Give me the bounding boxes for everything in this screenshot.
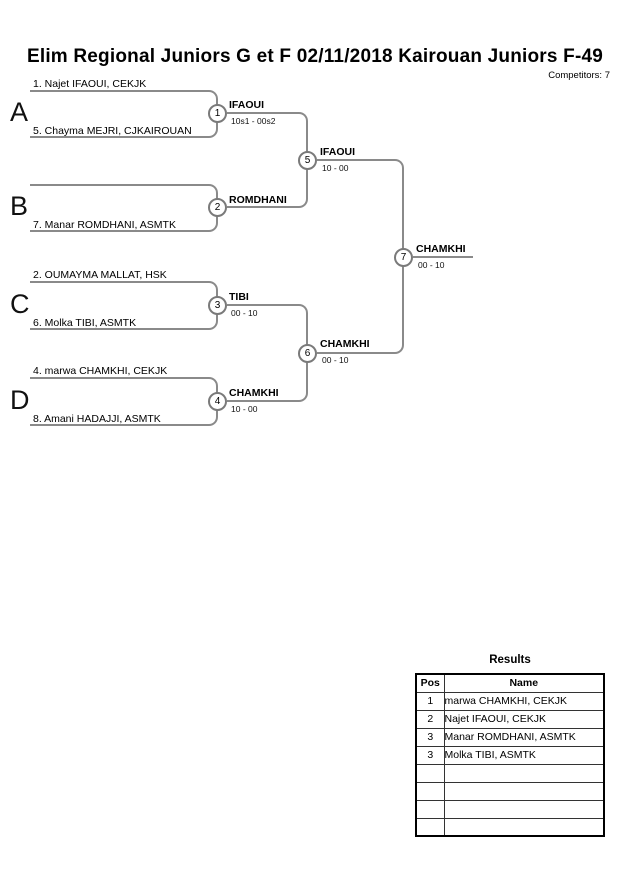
match-node-2: 2 <box>208 198 227 217</box>
bracket-pair-c <box>30 281 218 330</box>
result-pos: 2 <box>416 710 444 728</box>
match-node-1: 1 <box>208 104 227 123</box>
score-label-m1: 10s1 - 00s2 <box>231 116 276 126</box>
seed-name-1: 1. Najet IFAOUI, CEKJK <box>33 78 147 90</box>
result-name: Najet IFAOUI, CEKJK <box>444 710 604 728</box>
results-header-row <box>416 674 604 692</box>
table-row <box>416 782 604 800</box>
winner-label-m4: CHAMKHI <box>229 387 279 399</box>
score-label-m5: 10 - 00 <box>322 163 349 173</box>
group-letter-b: B <box>10 191 29 221</box>
match-node-3: 3 <box>208 296 227 315</box>
winner-label-m2: ROMDHANI <box>229 194 287 206</box>
match-node-4: 4 <box>208 392 227 411</box>
result-pos: 3 <box>416 746 444 764</box>
score-label-m3: 00 - 10 <box>231 308 258 318</box>
table-row <box>416 800 604 818</box>
table-row <box>416 764 604 782</box>
result-name: Manar ROMDHANI, ASMTK <box>444 728 604 746</box>
connector-m5-m7 <box>317 159 404 257</box>
winner-label-m6: CHAMKHI <box>320 338 370 350</box>
match-node-7: 7 <box>394 248 413 267</box>
seed-name-4: 4. marwa CHAMKHI, CEKJK <box>33 365 168 377</box>
table-row <box>416 818 604 836</box>
winner-label-m5: IFAOUI <box>320 146 356 158</box>
result-pos <box>416 782 444 800</box>
match-node-5: 5 <box>298 151 317 170</box>
table-row <box>416 728 604 746</box>
seed-name-2: 2. OUMAYMA MALLAT, HSK <box>33 269 167 281</box>
score-label-final: 00 - 10 <box>418 260 445 270</box>
winner-label-final: CHAMKHI <box>416 243 466 255</box>
score-label-m4: 10 - 00 <box>231 404 258 414</box>
seed-name-6: 6. Molka TIBI, ASMTK <box>33 317 137 329</box>
table-row <box>416 692 604 710</box>
result-pos: 3 <box>416 728 444 746</box>
result-name <box>444 764 604 782</box>
table-row <box>416 746 604 764</box>
results-table <box>415 673 605 837</box>
result-name <box>444 782 604 800</box>
group-letter-d: D <box>10 385 30 415</box>
result-pos <box>416 818 444 836</box>
match-node-6: 6 <box>298 344 317 363</box>
winner-label-m1: IFAOUI <box>229 99 265 111</box>
results-col-name: Name <box>444 674 604 692</box>
seed-name-8: 8. Amani HADAJJI, ASMTK <box>33 413 161 425</box>
result-pos <box>416 764 444 782</box>
bracket-pair-a <box>30 90 218 138</box>
result-pos: 1 <box>416 692 444 710</box>
result-pos <box>416 800 444 818</box>
score-label-m6: 00 - 10 <box>322 355 349 365</box>
competitors-count: Competitors: 7 <box>548 70 610 81</box>
seed-name-7: 7. Manar ROMDHANI, ASMTK <box>33 219 176 231</box>
winner-line-final <box>413 256 473 258</box>
result-name <box>444 818 604 836</box>
result-name: Molka TIBI, ASMTK <box>444 746 604 764</box>
bracket-pair-b <box>30 184 218 232</box>
results-col-pos: Pos <box>416 674 444 692</box>
result-name: marwa CHAMKHI, CEKJK <box>444 692 604 710</box>
group-letter-c: C <box>10 289 30 319</box>
winner-label-m3: TIBI <box>229 291 249 303</box>
seed-name-5: 5. Chayma MEJRI, CJKAIROUAN <box>33 125 192 137</box>
results-title: Results <box>489 654 531 666</box>
table-row <box>416 710 604 728</box>
page-title: Elim Regional Juniors G et F 02/11/2018 Kairouan Juniors F-49 <box>26 46 604 67</box>
result-name <box>444 800 604 818</box>
bracket-pair-d <box>30 377 218 426</box>
group-letter-a: A <box>10 97 29 127</box>
